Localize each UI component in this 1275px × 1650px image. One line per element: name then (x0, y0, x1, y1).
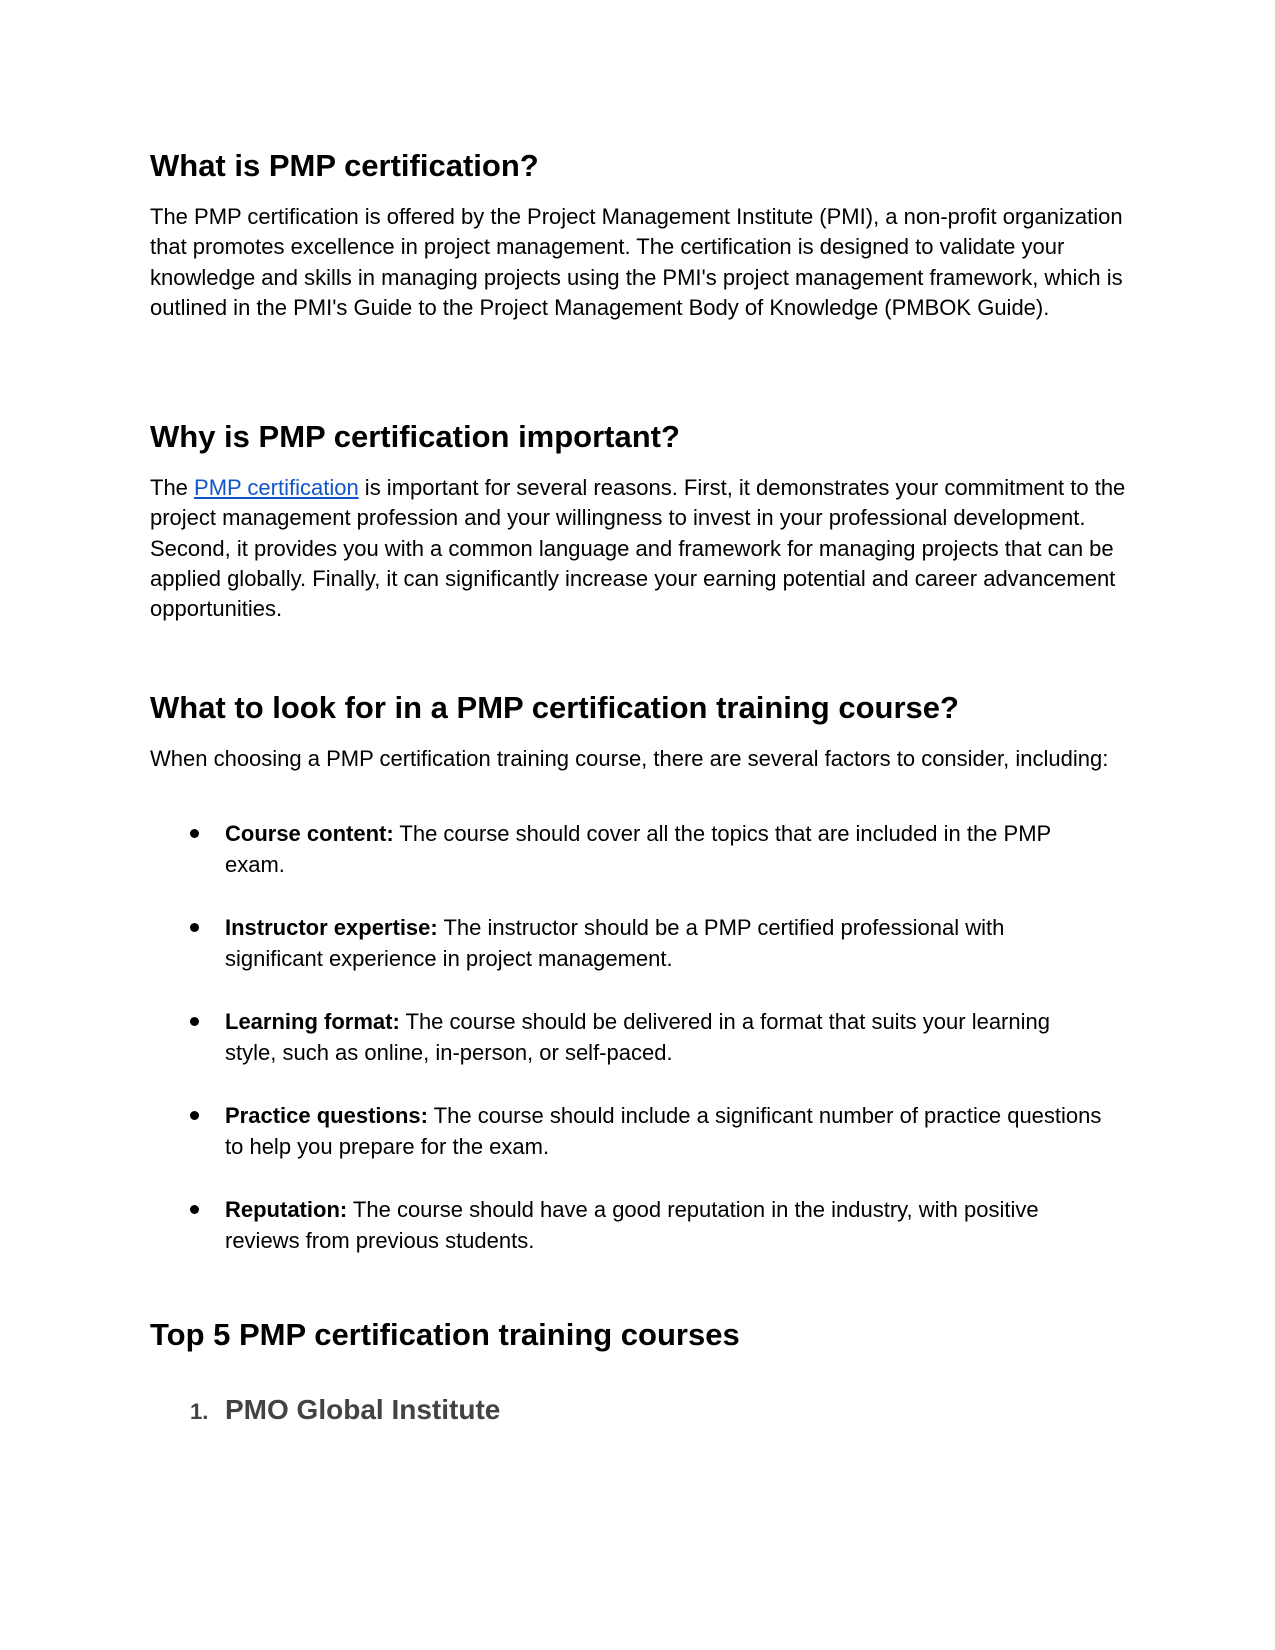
course-list-item (190, 1392, 500, 1430)
bullet-dot-icon (190, 1017, 199, 1026)
list-item-text: The course should have a good reputation in the industry, with positive reviews from previous students. (225, 1197, 1039, 1253)
list-item-label: Instructor expertise: (225, 915, 438, 940)
list-item (150, 912, 1105, 974)
factors-list (150, 818, 1130, 1288)
paragraph-why-important (150, 473, 1130, 624)
list-item (150, 818, 1105, 880)
list-item-text: The course should cover all the topics that are included in the PMP exam. (225, 821, 1051, 877)
heading-what-is-pmp: What is PMP certification? (150, 148, 539, 183)
bullet-dot-icon (190, 1111, 199, 1120)
bullet-dot-icon (190, 1205, 199, 1214)
heading-what-to-look-for: What to look for in a PMP certification training course? (150, 690, 959, 725)
list-item-text: The instructor should be a PMP certified professional with significant experience in project management. (225, 915, 1005, 971)
heading-top-5-courses: Top 5 PMP certification training courses (150, 1317, 740, 1352)
paragraph-factors-intro: When choosing a PMP certification training course, there are several factors to consider, including: (150, 746, 1109, 771)
list-item-text: The course should include a significant number of practice questions to help you prepare for the exam. (225, 1103, 1102, 1159)
list-item (150, 1194, 1105, 1256)
course-title: PMO Global Institute (225, 1394, 501, 1425)
paragraph-text-start: The (150, 475, 195, 500)
list-item-label: Learning format: (225, 1009, 400, 1034)
course-number: 1. (190, 1399, 209, 1424)
list-item (150, 1100, 1105, 1162)
pmp-certification-link[interactable]: PMP certification (194, 475, 359, 500)
list-item-label: Practice questions: (225, 1103, 428, 1128)
bullet-dot-icon (190, 829, 199, 838)
paragraph-what-is-pmp: The PMP certification is offered by the Project Management Institute (PMI), a non-profit organization that promotes excellence in project management. The certification is designed to validate your knowledge and skills in managing projects using the PMI's project management framework, which is outlined in the PMI's Guide to the Project Management Body of Knowledge (PMBOK Guide). (150, 204, 1123, 320)
list-item-text: The course should be delivered in a format that suits your learning style, such as online, in-person, or self-paced. (225, 1009, 1050, 1065)
heading-why-important: Why is PMP certification important? (150, 419, 680, 454)
list-item-label: Course content: (225, 821, 394, 846)
list-item-label: Reputation: (225, 1197, 348, 1222)
list-item (150, 1006, 1105, 1068)
bullet-dot-icon (190, 923, 199, 932)
paragraph-text-end: is important for several reasons. First, it demonstrates your commitment to the project management profession and your willingness to invest in your professional development. Second, it provides you with a common language and framework for managing projects that can be applied globally. Finally, it can significantly increase your earning potential and career advancement opportunities. (150, 475, 1126, 622)
